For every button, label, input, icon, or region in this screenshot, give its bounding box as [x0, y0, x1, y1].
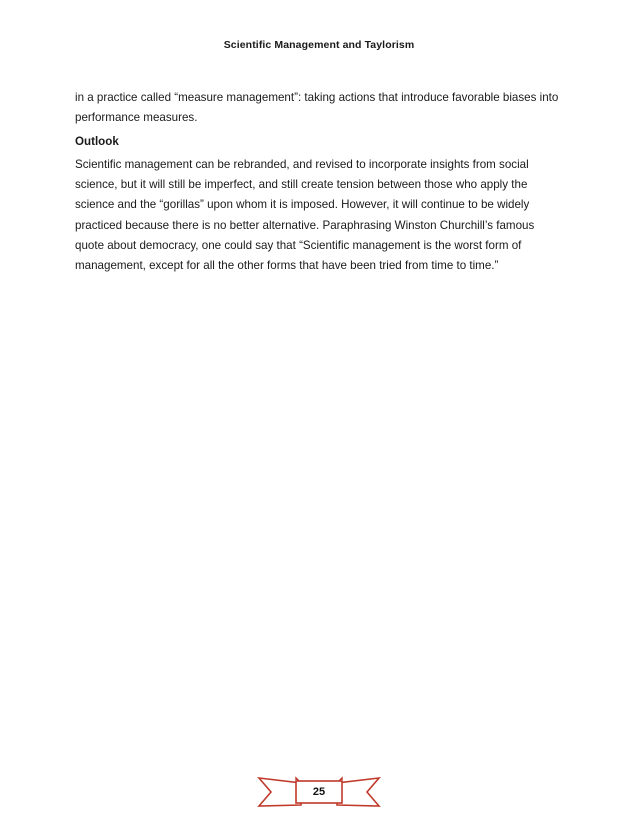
- ribbon-left-tail: [259, 778, 301, 806]
- section-heading-outlook: Outlook: [75, 135, 119, 148]
- running-header: Scientific Management and Taylorism: [223, 39, 415, 51]
- paragraph-outlook: Scientific management can be rebranded, and revised to incorporate insights from social science, but it will still be imperfect, and still create tension between those who apply the science and the “gorillas” upon whom it is imposed. However, it will continue to be widely practiced because there is no better alternative. Paraphrasing Winston Churchill’s famous quote about democracy, one could say that “Scientific management is the worst form of management, except for all the other forms that have been tried from time to time.”: [75, 158, 535, 273]
- page-number: 25: [312, 786, 326, 798]
- paragraph-measure-management: in a practice called “measure management”: taking actions that introduce favorable biases into performance measures.: [75, 91, 559, 125]
- ribbon-right-tail: [337, 778, 379, 806]
